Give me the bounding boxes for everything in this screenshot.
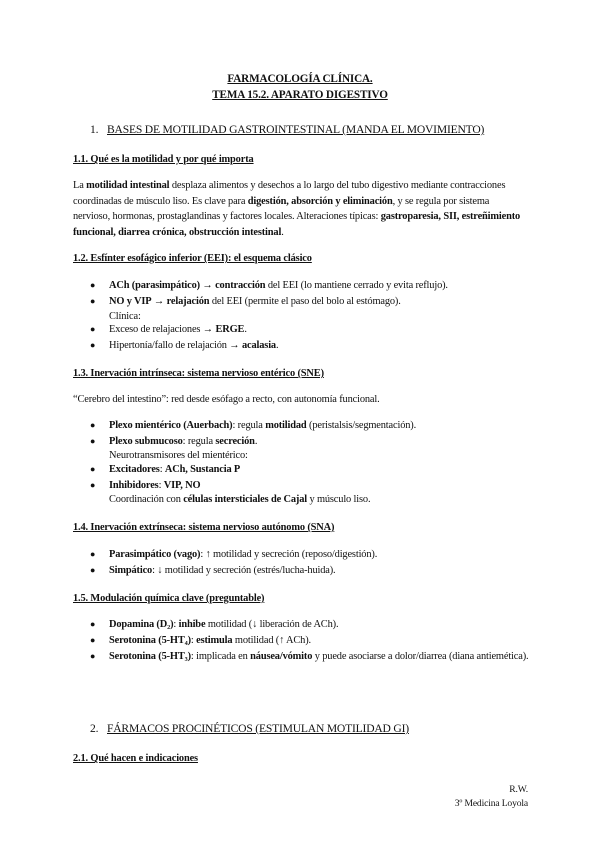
text: Coordinación con [109, 494, 184, 505]
bullet-icon: ● [90, 619, 96, 629]
text: y puede asociarse a dolor/diarrea (diana antiemética). [312, 651, 529, 662]
text: : ↓ motilidad y secreción (estrés/lucha-huida). [152, 565, 336, 576]
arrow: → [151, 296, 167, 307]
text: . [281, 226, 284, 238]
section-title: BASES DE MOTILIDAD GASTROINTESTINAL (MANDA EL MOVIMIENTO) [107, 123, 485, 136]
text: : implicada en [190, 651, 251, 662]
bold-text: Parasimpático (vago) [109, 549, 201, 560]
text: del EEI (permite el paso del bolo al estómago). [209, 296, 401, 307]
text: motilidad (↑ ACh). [232, 635, 311, 646]
bold-text: inhibe [178, 619, 206, 630]
bullet-icon: ● [90, 565, 96, 575]
text: . [275, 340, 279, 351]
bold-text: Excitadores [109, 464, 160, 475]
section-heading-2 [90, 722, 409, 735]
text: : ↑ motilidad y secreción (reposo/digestión). [200, 549, 378, 560]
clinica-label: Clínica: [109, 311, 141, 322]
bold-text: náusea/vómito [250, 651, 313, 662]
bullet-icon: ● [90, 324, 96, 334]
bold-text: acalasia [241, 340, 276, 351]
paragraph-sne-intro: “Cerebro del intestino”: red desde esófago a recto, con autonomía funcional. [73, 394, 380, 405]
bold-text: Plexo mientérico (Auerbach) [109, 420, 233, 431]
document-title-line1: FARMACOLOGÍA CLÍNICA. [227, 73, 373, 85]
bold-text: secreción [215, 436, 255, 447]
bold-text: ERGE [215, 324, 245, 335]
bold-text: Plexo submucoso [109, 436, 183, 447]
footer-author: R.W. [509, 784, 528, 795]
text: , y se regula por sistema nervioso, hormonas, prostaglandinas y factores locales. Alteraciones típicas: [73, 195, 490, 222]
footer-course: 3º Medicina Loyola [454, 798, 528, 809]
bold-text: VIP, NO [163, 480, 201, 491]
bold-text: NO y VIP [109, 296, 152, 307]
text: : [159, 464, 165, 475]
paragraph-motilidad [73, 178, 528, 240]
text: del EEI (lo mantiene cerrado y evita reflujo). [265, 280, 448, 291]
bullet-icon: ● [90, 464, 96, 474]
text: desplaza alimentos y desechos a lo largo del tubo digestivo mediante contracciones coordinadas de músculo liso. Es clave para [73, 180, 506, 207]
text: (peristalsis/segmentación). [306, 420, 417, 431]
section-heading-1 [90, 123, 484, 136]
bullet-icon: ● [90, 296, 96, 306]
bold-text: Serotonina (5-HT₄) [109, 635, 191, 646]
bullet-icon: ● [90, 420, 96, 430]
subsection-heading-1-3: 1.3. Inervación intrínseca: sistema nervioso entérico (SNE) [73, 368, 324, 379]
text: . [244, 324, 247, 335]
document-title-line2: TEMA 15.2. APARATO DIGESTIVO [212, 89, 388, 101]
bullet-icon: ● [90, 436, 96, 446]
bold-text: digestión, absorción y eliminación [247, 195, 393, 207]
bullet-icon: ● [90, 280, 96, 290]
bold-text: ACh (parasimpático) [109, 280, 200, 291]
bold-text: contracción [215, 280, 266, 291]
bullet-icon: ● [90, 635, 96, 645]
coordinacion-line [109, 492, 529, 508]
bold-text: Simpático [109, 565, 153, 576]
text: Exceso de relajaciones → [109, 324, 216, 335]
bold-text: gastroparesia, SII, estreñimiento funcional, diarrea crónica, obstrucción intestinal [73, 211, 521, 238]
section-number: 1. [90, 123, 99, 136]
arrow: → [199, 280, 216, 291]
text: Hipertonía/fallo de relajación → [109, 340, 242, 351]
bold-text: relajación [166, 296, 210, 307]
text: : [173, 619, 179, 630]
text: motilidad (↓ liberación de ACh). [205, 619, 339, 630]
subsection-heading-1-5: 1.5. Modulación química clave (preguntable) [73, 593, 265, 604]
section-title: FÁRMACOS PROCINÉTICOS (ESTIMULAN MOTILIDAD GI) [107, 722, 409, 735]
text: : [158, 480, 164, 491]
subsection-heading-1-1: 1.1. Qué es la motilidad y por qué importa [73, 154, 254, 165]
bold-text: motilidad intestinal [86, 180, 170, 191]
bold-text: Inhibidores [109, 480, 159, 491]
section-number: 2. [90, 722, 99, 735]
neurotransmisores-label: Neurotransmisores del mientérico: [109, 450, 248, 461]
text: : [190, 635, 197, 646]
bold-text: células intersticiales de Cajal [183, 494, 307, 505]
subsection-heading-1-2: 1.2. Esfínter esofágico inferior (EEI): el esquema clásico [73, 253, 312, 264]
bullet-icon: ● [90, 480, 96, 490]
bullet-icon: ● [90, 549, 96, 559]
text: y músculo liso. [307, 494, 371, 505]
bullet-icon: ● [90, 651, 96, 661]
subsection-heading-1-4: 1.4. Inervación extrínseca: sistema nervioso autónomo (SNA) [73, 522, 335, 533]
text: : regula [182, 436, 216, 447]
text: La [73, 180, 87, 191]
bullet-icon: ● [90, 340, 96, 350]
bold-text: Serotonina (5-HT₃) [109, 651, 191, 662]
text: . [254, 436, 258, 447]
text: : regula [232, 420, 266, 431]
bold-text: motilidad [265, 420, 307, 431]
subsection-heading-2-1: 2.1. Qué hacen e indicaciones [73, 753, 198, 764]
footer [455, 783, 528, 811]
bold-text: ACh, Sustancia P [164, 464, 241, 475]
bold-text: Dopamina (D₂) [109, 619, 174, 630]
bold-text: estimula [196, 635, 233, 646]
